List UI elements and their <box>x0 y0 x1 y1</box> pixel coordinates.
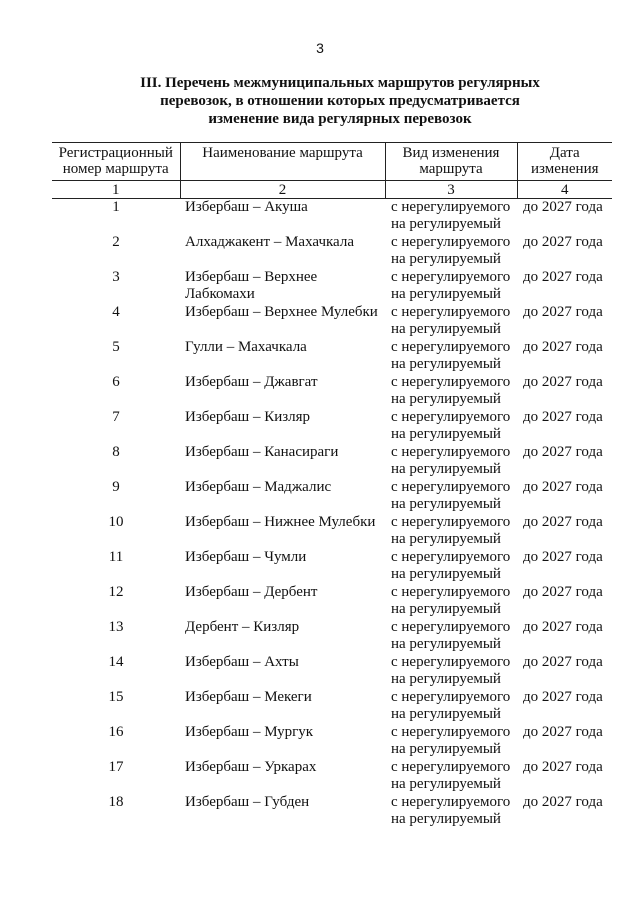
change-type-line: с нерегулируемого <box>391 409 511 425</box>
route-number: 5 <box>112 339 120 355</box>
change-type-line: на регулируемый <box>391 461 501 477</box>
column-number: 3 <box>385 181 517 199</box>
heading-line: перевозок, в отношении которых предусматривается <box>160 93 520 109</box>
change-type <box>385 339 517 374</box>
change-type <box>385 619 517 654</box>
change-type-line: с нерегулируемого <box>391 269 511 285</box>
route-name: Избербаш – Ахты <box>185 654 299 670</box>
change-date: до 2027 года <box>523 409 603 425</box>
route-name: Избербаш – Мекеги <box>185 689 312 705</box>
route-number: 4 <box>112 304 120 320</box>
heading-line: изменение вида регулярных перевозок <box>208 111 472 127</box>
table-row <box>52 444 612 479</box>
change-type <box>385 759 517 794</box>
route-number: 8 <box>112 444 120 460</box>
change-type-line: на регулируемый <box>391 286 501 302</box>
table-row <box>52 549 612 584</box>
change-type <box>385 584 517 619</box>
change-type-line: на регулируемый <box>391 216 501 232</box>
route-name: Избербаш – Дербент <box>185 584 318 600</box>
change-type <box>385 234 517 269</box>
table-row <box>52 374 612 409</box>
table-row <box>52 689 612 724</box>
table-row <box>52 619 612 654</box>
change-type <box>385 479 517 514</box>
change-type-line: с нерегулируемого <box>391 619 511 635</box>
route-number: 15 <box>108 689 124 705</box>
change-type-line: на регулируемый <box>391 636 501 652</box>
change-type-line: с нерегулируемого <box>391 759 511 775</box>
change-type-line: с нерегулируемого <box>391 654 511 670</box>
change-type-line: на регулируемый <box>391 776 501 792</box>
change-type <box>385 794 517 829</box>
table-row <box>52 654 612 689</box>
header-registration-number: Регистрационный номер маршрута <box>52 143 180 181</box>
change-type <box>385 409 517 444</box>
table-row <box>52 269 612 304</box>
route-name: Дербент – Кизляр <box>185 619 300 635</box>
change-type <box>385 199 517 235</box>
change-type-line: на регулируемый <box>391 321 501 337</box>
change-type-line: с нерегулируемого <box>391 199 511 215</box>
routes-table-body <box>52 199 612 830</box>
route-number: 9 <box>112 479 120 495</box>
header-route-name: Наименование маршрута <box>180 143 385 181</box>
route-number: 6 <box>112 374 120 390</box>
column-number: 1 <box>52 181 180 199</box>
change-type-line: на регулируемый <box>391 671 501 687</box>
change-type-line: на регулируемый <box>391 706 501 722</box>
route-name: Гулли – Махачкала <box>185 339 307 355</box>
change-date: до 2027 года <box>523 794 603 810</box>
route-number: 18 <box>108 794 124 810</box>
change-date: до 2027 года <box>523 759 603 775</box>
change-type <box>385 444 517 479</box>
route-name: Избербаш – Акуша <box>185 199 308 215</box>
table-header-row <box>52 143 612 181</box>
change-type-line: с нерегулируемого <box>391 444 511 460</box>
change-type-line: на регулируемый <box>391 741 501 757</box>
change-date: до 2027 года <box>523 479 603 495</box>
change-type-line: на регулируемый <box>391 601 501 617</box>
table-row <box>52 234 612 269</box>
change-type-line: на регулируемый <box>391 566 501 582</box>
change-type <box>385 724 517 759</box>
change-type <box>385 514 517 549</box>
route-name: Избербаш – Кизляр <box>185 409 311 425</box>
route-name: Избербаш – Верхнее Лабкомахи <box>185 269 318 302</box>
route-name: Избербаш – Джавгат <box>185 374 318 390</box>
route-name: Избербаш – Чумли <box>185 549 307 565</box>
route-name: Избербаш – Нижнее Мулебки <box>185 514 376 530</box>
route-number: 14 <box>108 654 124 670</box>
change-type <box>385 654 517 689</box>
table-row <box>52 409 612 444</box>
route-name: Избербаш – Маджалис <box>185 479 332 495</box>
route-number: 17 <box>108 759 124 775</box>
change-type-line: с нерегулируемого <box>391 234 511 250</box>
change-type-line: с нерегулируемого <box>391 689 511 705</box>
change-type-line: на регулируемый <box>391 426 501 442</box>
table-row <box>52 794 612 829</box>
route-name: Избербаш – Верхнее Мулебки <box>185 304 378 320</box>
route-number: 2 <box>112 234 120 250</box>
table-row <box>52 304 612 339</box>
table-row <box>52 339 612 374</box>
route-name: Алхаджакент – Махачкала <box>185 234 354 250</box>
route-number: 12 <box>108 584 124 600</box>
change-type-line: с нерегулируемого <box>391 374 511 390</box>
change-type-line: на регулируемый <box>391 496 501 512</box>
change-type-line: с нерегулируемого <box>391 304 511 320</box>
change-type-line: на регулируемый <box>391 811 501 827</box>
change-type <box>385 689 517 724</box>
route-number: 1 <box>112 199 120 215</box>
table-row <box>52 584 612 619</box>
route-name: Избербаш – Губден <box>185 794 310 810</box>
change-date: до 2027 года <box>523 619 603 635</box>
route-number: 16 <box>108 724 124 740</box>
change-type-line: с нерегулируемого <box>391 339 511 355</box>
table-row <box>52 199 612 235</box>
route-number: 3 <box>112 269 120 285</box>
route-name: Избербаш – Мургук <box>185 724 314 740</box>
change-type-line: с нерегулируемого <box>391 584 511 600</box>
change-date: до 2027 года <box>523 304 603 320</box>
column-number: 2 <box>180 181 385 199</box>
change-type <box>385 374 517 409</box>
change-date: до 2027 года <box>523 584 603 600</box>
change-date: до 2027 года <box>523 269 603 285</box>
change-date: до 2027 года <box>523 549 603 565</box>
routes-table <box>52 142 612 829</box>
table-row <box>52 479 612 514</box>
change-type-line: с нерегулируемого <box>391 514 511 530</box>
change-date: до 2027 года <box>523 689 603 705</box>
route-number: 7 <box>112 409 120 425</box>
change-type-line: с нерегулируемого <box>391 794 511 810</box>
route-name: Избербаш – Уркарах <box>185 759 317 775</box>
page-number: 3 <box>316 40 324 56</box>
change-type-line: на регулируемый <box>391 391 501 407</box>
change-type-line: с нерегулируемого <box>391 724 511 740</box>
header-change-date: Дата изменения <box>517 143 612 181</box>
column-number: 4 <box>517 181 612 199</box>
change-type-line: с нерегулируемого <box>391 549 511 565</box>
column-number-row <box>52 181 612 199</box>
change-type-line: на регулируемый <box>391 251 501 267</box>
header-change-type: Вид изменения маршрута <box>385 143 517 181</box>
table-row <box>52 514 612 549</box>
route-name: Избербаш – Канасираги <box>185 444 339 460</box>
change-type <box>385 549 517 584</box>
route-number: 13 <box>108 619 124 635</box>
change-date: до 2027 года <box>523 514 603 530</box>
change-date: до 2027 года <box>523 724 603 740</box>
change-date: до 2027 года <box>523 374 603 390</box>
change-type-line: с нерегулируемого <box>391 479 511 495</box>
heading-line: III. Перечень межмуниципальных маршрутов регулярных <box>140 75 540 91</box>
change-type <box>385 304 517 339</box>
route-number: 10 <box>108 514 124 530</box>
change-date: до 2027 года <box>523 444 603 460</box>
change-date: до 2027 года <box>523 339 603 355</box>
change-date: до 2027 года <box>523 234 603 250</box>
change-date: до 2027 года <box>523 654 603 670</box>
change-type-line: на регулируемый <box>391 531 501 547</box>
section-heading <box>110 74 570 128</box>
table-row <box>52 724 612 759</box>
table-row <box>52 759 612 794</box>
change-date: до 2027 года <box>523 199 603 215</box>
change-type-line: на регулируемый <box>391 356 501 372</box>
change-type <box>385 269 517 304</box>
route-number: 11 <box>108 549 124 565</box>
